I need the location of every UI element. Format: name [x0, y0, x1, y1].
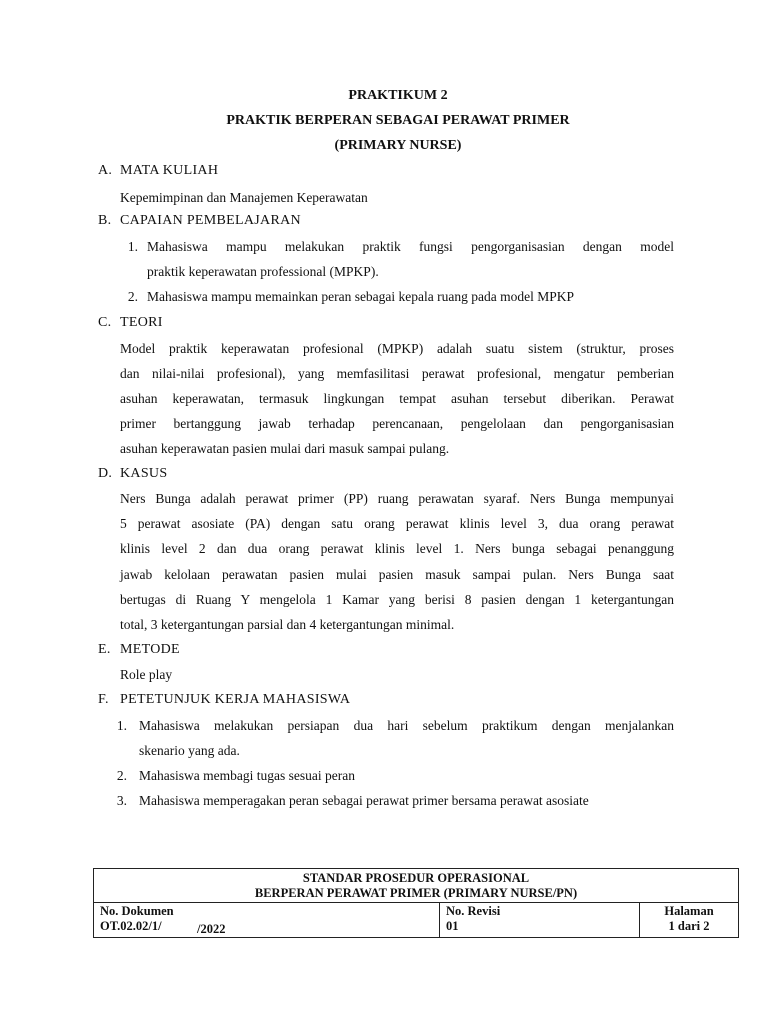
document-number-label: No. Dokumen: [100, 904, 174, 918]
paragraph-line: primer bertanggung jawab terhadap perencanaan, pengelolaan dan pengorganisasian: [120, 416, 674, 431]
document-number-cell: [94, 903, 440, 937]
sop-title: STANDAR PROSEDUR OPERASIONAL: [302, 871, 530, 885]
list-item-number: 1.: [127, 239, 138, 254]
section-letter: E.: [98, 642, 111, 657]
page-label: Halaman: [664, 904, 714, 918]
page-value: 1 dari 2: [668, 919, 710, 933]
section-title: METODE: [120, 642, 180, 657]
page-cell: [640, 903, 738, 937]
section-title: MATA KULIAH: [120, 163, 219, 178]
list-item-text: Mahasiswa mampu melakukan praktik fungsi pengorganisasian dengan model: [147, 239, 674, 254]
revision-value: 01: [446, 919, 459, 933]
section-title: PETETUNJUK KERJA MAHASISWA: [120, 692, 351, 707]
section-a-heading: [98, 163, 218, 179]
section-b-heading: [98, 213, 301, 229]
list-item-text: Mahasiswa melakukan persiapan dua hari sebelum praktikum dengan menjalankan: [139, 718, 674, 733]
list-item-text: praktik keperawatan professional (MPKP).: [147, 264, 379, 279]
section-letter: B.: [98, 213, 112, 228]
section-title: KASUS: [120, 466, 168, 481]
list-item-text: Mahasiswa mampu memainkan peran sebagai kepala ruang pada model MPKP: [147, 289, 575, 304]
revision-cell: [440, 903, 640, 937]
list-item-number: 3.: [116, 793, 127, 808]
practicum-number: PRAKTIKUM 2: [348, 88, 448, 103]
paragraph-line: asuhan keperawatan pasien mulai dari masuk sampai pulang.: [120, 441, 450, 456]
section-d-heading: [98, 466, 167, 482]
sop-footer-table: [93, 868, 739, 938]
paragraph-line: klinis level 2 dan dua orang perawat klinis level 1. Ners bunga sebagai penanggung: [120, 541, 674, 556]
revision-label: No. Revisi: [446, 904, 501, 918]
practicum-title: PRAKTIK BERPERAN SEBAGAI PERAWAT PRIMER: [226, 113, 570, 128]
sop-info-row: [94, 903, 738, 937]
section-title: CAPAIAN PEMBELAJARAN: [120, 213, 301, 228]
sop-header: [94, 869, 738, 903]
section-letter: A.: [98, 163, 113, 178]
list-item-number: 2.: [116, 768, 127, 783]
list-item-text: skenario yang ada.: [139, 743, 240, 758]
paragraph-line: Ners Bunga adalah perawat primer (PP) ruang perawatan syaraf. Ners Bunga mempunyai: [120, 491, 674, 506]
paragraph-line: total, 3 ketergantungan parsial dan 4 ketergantungan minimal.: [120, 617, 455, 632]
section-title: TEORI: [120, 315, 163, 330]
section-a-body: Kepemimpinan dan Manajemen Keperawatan: [120, 190, 368, 205]
paragraph-line: jawab kelolaan perawatan pasien mulai pasien masuk sampai pulan. Ners Bunga saat: [120, 567, 674, 582]
document-year: /2022: [197, 922, 226, 936]
section-f-heading: [98, 692, 350, 708]
list-item-number: 1.: [116, 718, 127, 733]
document-number-value: OT.02.02/1/: [100, 919, 162, 933]
section-letter: D.: [98, 466, 113, 481]
paragraph-line: asuhan keperawatan, termasuk lingkungan tempat asuhan tersebut diberikan. Perawat: [120, 391, 674, 406]
sop-subtitle: BERPERAN PERAWAT PRIMER (PRIMARY NURSE/PN): [254, 886, 578, 900]
list-item-text: Mahasiswa memperagakan peran sebagai perawat primer bersama perawat asosiate: [139, 793, 589, 808]
section-e-heading: [98, 642, 180, 658]
paragraph-line: bertugas di Ruang Y mengelola 1 Kamar yang berisi 8 pasien dengan 1 ketergantungan: [120, 592, 674, 607]
paragraph-line: dan nilai-nilai profesional), yang memfasilitasi perawat profesional, mengatur pemberian: [120, 366, 674, 381]
paragraph-line: Model praktik keperawatan profesional (MPKP) adalah suatu sistem (struktur, proses: [120, 341, 674, 356]
section-c-heading: [98, 315, 163, 331]
section-e-body: Role play: [120, 667, 173, 682]
list-item-number: 2.: [127, 289, 138, 304]
list-item-text: Mahasiswa membagi tugas sesuai peran: [139, 768, 355, 783]
section-letter: F.: [98, 692, 109, 707]
practicum-subtitle: (PRIMARY NURSE): [334, 138, 462, 153]
paragraph-line: 5 perawat asosiate (PA) dengan satu orang perawat klinis level 3, dua orang perawat: [120, 516, 674, 531]
section-letter: C.: [98, 315, 112, 330]
